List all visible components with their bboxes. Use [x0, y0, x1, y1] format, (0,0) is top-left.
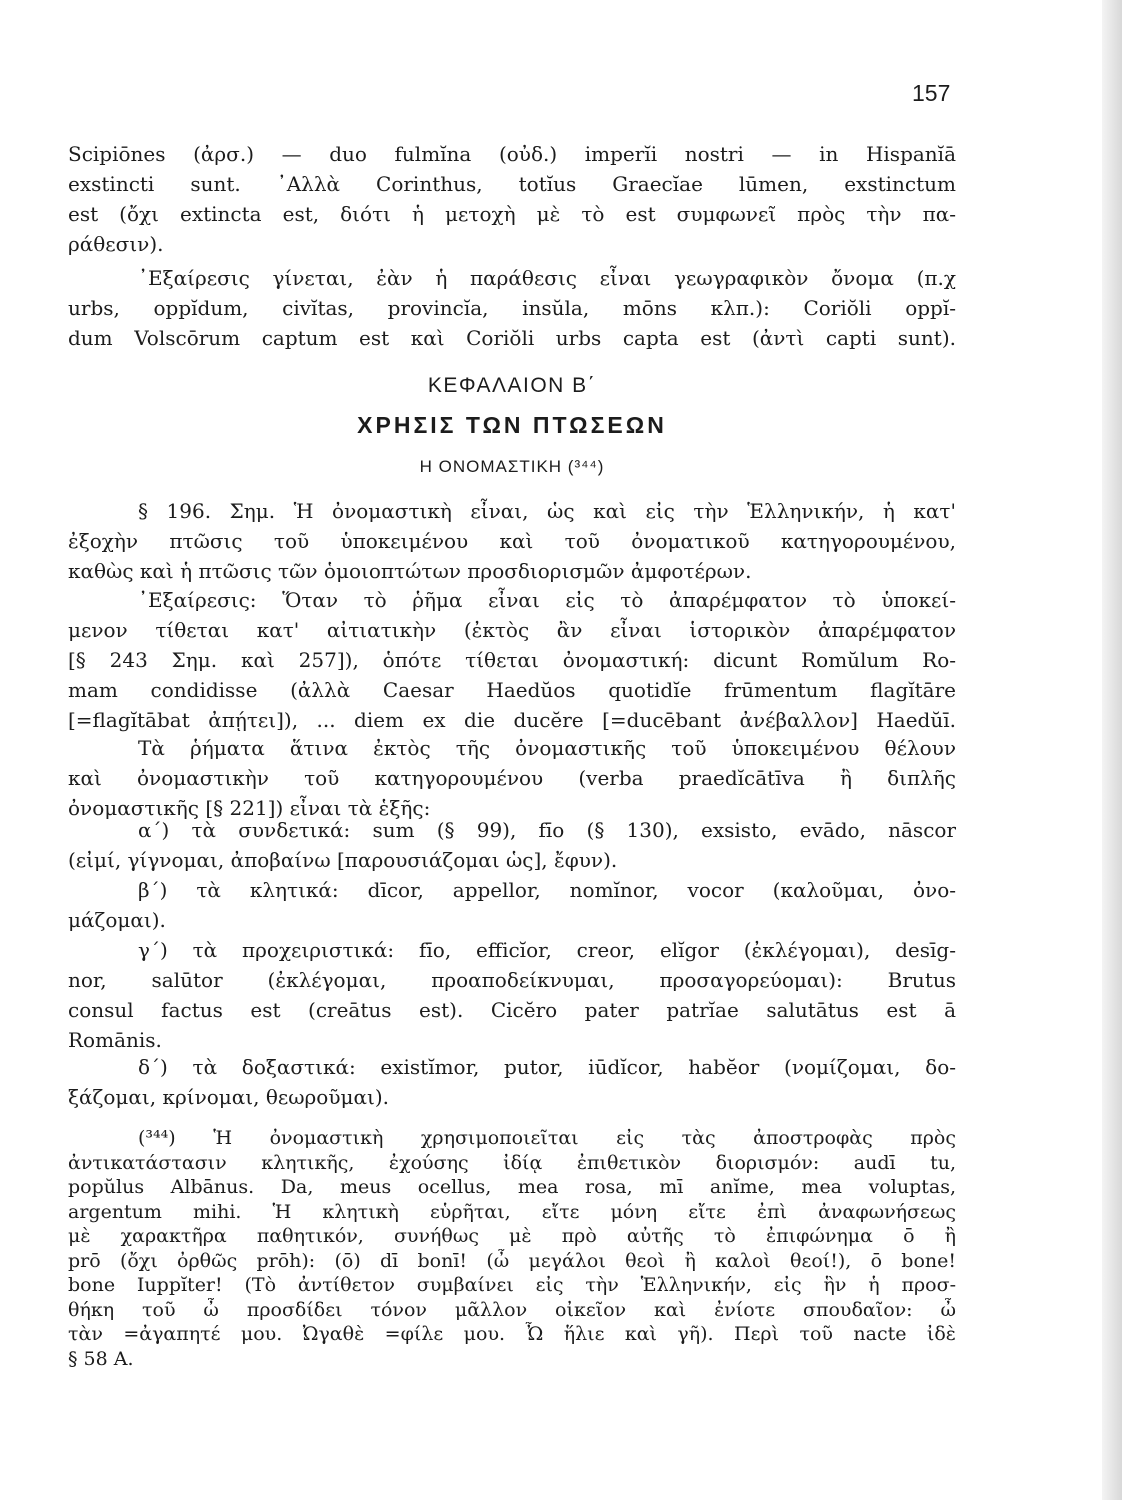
text-line: μενον τίθεται κατ' αἰτιατικὴν (ἐκτὸς ἂν εἶναι ἱστορικὸν ἀπαρέμφατον [68, 618, 956, 642]
text-line: δ΄) τὰ δοξαστικά: existĭmor, putor, iūdĭcor, habĕor (νομίζομαι, δο- [138, 1055, 956, 1079]
list-item-b [68, 875, 956, 935]
paragraph-1 [68, 139, 956, 259]
text-line: nor, salūtor (ἐκλέγομαι, προαποδείκνυμαι, προσαγορεύομαι): Brutus [68, 968, 956, 992]
text-line: ὀνομαστικῆς [§ 221]) εἶναι τὰ ἑξῆς: [68, 796, 431, 820]
footnote-line: τὰν =ἀγαπητέ μου. Ὠγαθὲ =φίλε μου. Ὦ ἥλιε καὶ γῆ). Περὶ τοῦ nacte ἰδὲ [68, 1323, 956, 1345]
list-item-d [68, 1052, 956, 1112]
list-item-c [68, 935, 956, 1055]
section-title: Η ΟΝΟΜΑΣΤΙΚΗ (³⁴⁴) [419, 457, 605, 476]
footnote-line: § 58 Α. [68, 1347, 134, 1370]
text-line: urbs, oppĭdum, civĭtas, provincĭa, insŭla, mōns κλπ.): Coriŏli oppĭ- [68, 296, 956, 320]
text-line: ξάζομαι, κρίνομαι, θεωροῦμαι). [68, 1085, 389, 1109]
page-edge-shadow [1102, 0, 1122, 1500]
text-line: Τὰ ῥήματα ἅτινα ἐκτὸς τῆς ὀνομαστικῆς τοῦ ὑποκειμένου θέλουν [138, 736, 956, 760]
text-line: [§ 243 Σημ. καὶ 257]), ὁπότε τίθεται ὀνομαστική: dicunt Romŭlum Ro- [68, 648, 956, 672]
text-line: (εἰμί, γίγνομαι, ἀποβαίνω [παρουσιάζομαι ὡς], ἔφυν). [68, 848, 618, 872]
chapter-heading: ΚΕΦΑΛΑΙΟΝ Β΄ [427, 374, 597, 397]
text-line: ράθεσιν). [68, 232, 164, 256]
text-line: καὶ ὀνομαστικὴν τοῦ κατηγορουμένου (verba praedĭcātīva ἢ διπλῆς [68, 766, 956, 790]
paragraph-5 [68, 733, 956, 823]
text-line: § 196. Σημ. Ἡ ὀνομαστικὴ εἶναι, ὡς καὶ εἰς τὴν Ἑλληνικήν, ἡ κατ' [138, 499, 956, 523]
text-line: mam condidisse (ἀλλὰ Caesar Haedŭos quotidĭe frūmentum flagĭtāre [68, 678, 956, 702]
text-line: Romānis. [68, 1028, 162, 1052]
text-line: ᾿Εξαίρεσις γίνεται, ἐὰν ἡ παράθεσις εἶναι γεωγραφικὸν ὄνομα (π.χ [138, 266, 956, 290]
text-line: Scipiōnes (ἀρσ.) — duo fulmĭna (οὐδ.) imperĭi nostri — in Hispanĭā [68, 142, 956, 166]
footnote-line: popŭlus Albānus. Da, meus ocellus, mea rosa, mī anĭme, mea voluptas, [68, 1176, 956, 1198]
text-line: α΄) τὰ συνδετικά: sum (§ 99), fīo (§ 130), exsisto, evādo, nāscor [138, 818, 956, 842]
footnote-line: argentum mihi. Ἡ κλητικὴ εὑρῆται, εἴτε μόνη εἴτε ἐπὶ ἀναφωνήσεως [68, 1200, 956, 1223]
text-line: μάζομαι). [68, 908, 166, 932]
text-line: ἐξοχὴν πτῶσις τοῦ ὑποκειμένου καὶ τοῦ ὀνοματικοῦ κατηγορουμένου, [68, 529, 956, 553]
text-line: est (ὄχι extincta est, διότι ἡ μετοχὴ μὲ τὸ est συμφωνεῖ πρὸς τὴν πα- [68, 202, 956, 226]
footnote-line: prō (ὄχι ὀρθῶς prōh): (ō) dī bonī! (ὦ μεγάλοι θεοὶ ἢ καλοὶ θεοί!), ō bone! [68, 1249, 956, 1272]
footnote [68, 1126, 956, 1371]
paragraph-2 [68, 263, 956, 353]
footnote-line: (³⁴⁴) Ἡ ὀνομαστικὴ χρησιμοποιεῖται εἰς τὰς ἀποστροφὰς πρὸς [138, 1127, 956, 1149]
text-line: consul factus est (creātus est). Cicĕro pater patrĭae salutātus est ā [68, 998, 956, 1022]
text-line: καθὼς καὶ ἡ πτῶσις τῶν ὁμοιοπτώτων προσδιορισμῶν ἀμφοτέρων. [68, 559, 752, 583]
text-line: ᾿Εξαίρεσις: Ὅταν τὸ ῥῆμα εἶναι εἰς τὸ ἀπαρέμφατον τὸ ὑποκεί- [138, 588, 956, 612]
text-line: β΄) τὰ κλητικά: dīcor, appellor, nomĭnor, vocor (καλοῦμαι, ὀνο- [138, 878, 956, 902]
text-line: [=flagĭtābat ἀπῄτει]), ... diem ex die ducĕre [=ducēbant ἀνέβαλλον] Haedŭī. [68, 708, 956, 732]
footnote-line: θήκη τοῦ ὦ προσδίδει τόνον μᾶλλον οἰκεῖον καὶ ἐνίοτε σπουδαῖον: ὦ [68, 1298, 956, 1321]
paragraph-4 [68, 585, 956, 735]
paragraph-3 [68, 496, 956, 586]
footnote-line: μὲ χαρακτῆρα παθητικόν, συνήθως μὲ πρὸ αὐτῆς τὸ ἐπιφώνημα ō ἢ [68, 1225, 956, 1247]
footnote-line: bone Iuppĭter! (Τὸ ἀντίθετον συμβαίνει εἰς τὴν Ἑλληνικήν, εἰς ἣν ἡ προσ- [68, 1274, 956, 1296]
text-line: γ΄) τὰ προχειριστικά: fīo, efficĭor, creor, elĭgor (ἐκλέγομαι), desīg- [138, 938, 956, 962]
text-line: exstincti sunt. ᾿Αλλὰ Corinthus, totĭus Graecĭae lūmen, exstinctum [68, 172, 956, 196]
chapter-title: ΧΡΗΣΙΣ ΤΩΝ ΠΤΩΣΕΩΝ [357, 412, 667, 438]
list-item-a [68, 815, 956, 875]
text-line: dum Volscōrum captum est καὶ Coriŏli urbs capta est (ἀντὶ capti sunt). [68, 326, 956, 350]
footnote-line: ἀντικατάστασιν κλητικῆς, ἐχούσης ἰδίᾳ ἐπιθετικὸν διορισμόν: audī tu, [68, 1151, 956, 1174]
page-number: 157 [912, 80, 951, 106]
